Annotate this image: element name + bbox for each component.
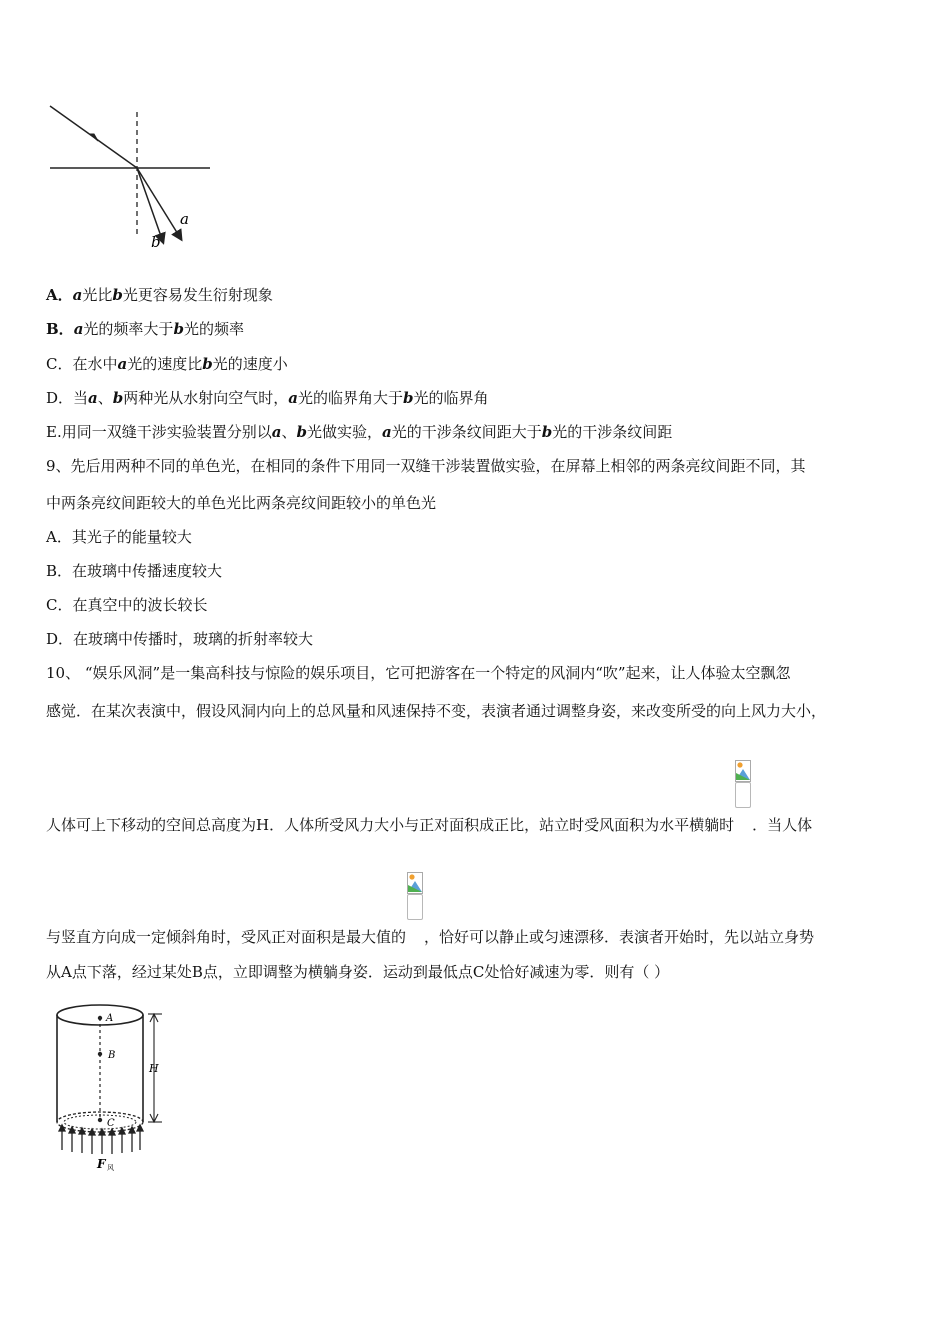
q9-option-d: D．在玻璃中传播时，玻璃的折射率较大 <box>46 630 314 648</box>
q10-stem-line4: 与竖直方向成一定倾斜角时，受风正对面积是最大值的 ，恰好可以静止或匀速漂移．表演者开始时，先以站立身势 <box>46 900 814 948</box>
q9-option-c: C．在真空中的波长较长 <box>46 596 208 614</box>
label-point-b: B <box>108 1050 116 1061</box>
point-b <box>98 1052 102 1056</box>
label-b: b <box>151 233 161 250</box>
q10-stem-line2: 感觉．在某次表演中，假设风洞内向上的总风量和风速保持不变，表演者通过调整身姿，来改变所受的向上风力大小， <box>46 702 827 720</box>
wind-tunnel-diagram <box>50 1000 180 1172</box>
label-height: H <box>149 1062 159 1075</box>
q9-stem-line2: 中两条亮纹间距较大的单色光比两条亮纹间距较小的单色光 <box>46 494 437 512</box>
q8-option-b: B．a光的频率大于b光的频率 <box>46 320 244 338</box>
broken-image-icon <box>735 760 751 808</box>
q8-option-c: C．在水中a光的速度比b光的速度小 <box>46 355 288 373</box>
refraction-diagram <box>44 100 214 250</box>
q10-stem-line5: 从A点下落，经过某处B点，立即调整为横躺身姿．运动到最低点C处恰好减速为零．则有（ ） <box>46 963 670 981</box>
ray-a <box>137 168 181 239</box>
point-a <box>98 1016 102 1020</box>
q8-option-d: D．当a、b两种光从水射向空气时，a光的临界角大于b光的临界角 <box>46 389 489 407</box>
point-c <box>98 1118 102 1122</box>
label-force-subscript: 风 <box>107 1164 114 1172</box>
label-point-c: C <box>107 1118 115 1129</box>
q9-option-a: A．其光子的能量较大 <box>46 528 192 546</box>
label-force: F <box>97 1157 106 1171</box>
q10-stem-line3: 人体可上下移动的空间总高度为H．人体所受风力大小与正对面积成正比，站立时受风面积为水平横躺时 ．当人体 <box>46 788 812 836</box>
q10-stem-line1: 10、 “娱乐风洞”是一集高科技与惊险的娱乐项目，它可把游客在一个特定的风洞内“吹”起来，让人体验太空飘忽 <box>46 664 791 682</box>
q9-option-b: B．在玻璃中传播速度较大 <box>46 562 223 580</box>
q8-option-a: A．a光比b光更容易发生衍射现象 <box>46 286 273 304</box>
label-point-a: A <box>106 1013 114 1024</box>
q8-option-e: E.用同一双缝干涉实验装置分别以a、b光做实验，a光的干涉条纹间距大于b光的干涉条纹间距 <box>46 423 673 441</box>
q9-stem-line1: 9、先后用两种不同的单色光，在相同的条件下用同一双缝干涉装置做实验，在屏幕上相邻的两条亮纹间距不同，其 <box>46 457 806 475</box>
broken-image-icon <box>407 872 423 920</box>
label-a: a <box>180 210 189 228</box>
cylinder-top <box>57 1005 143 1025</box>
